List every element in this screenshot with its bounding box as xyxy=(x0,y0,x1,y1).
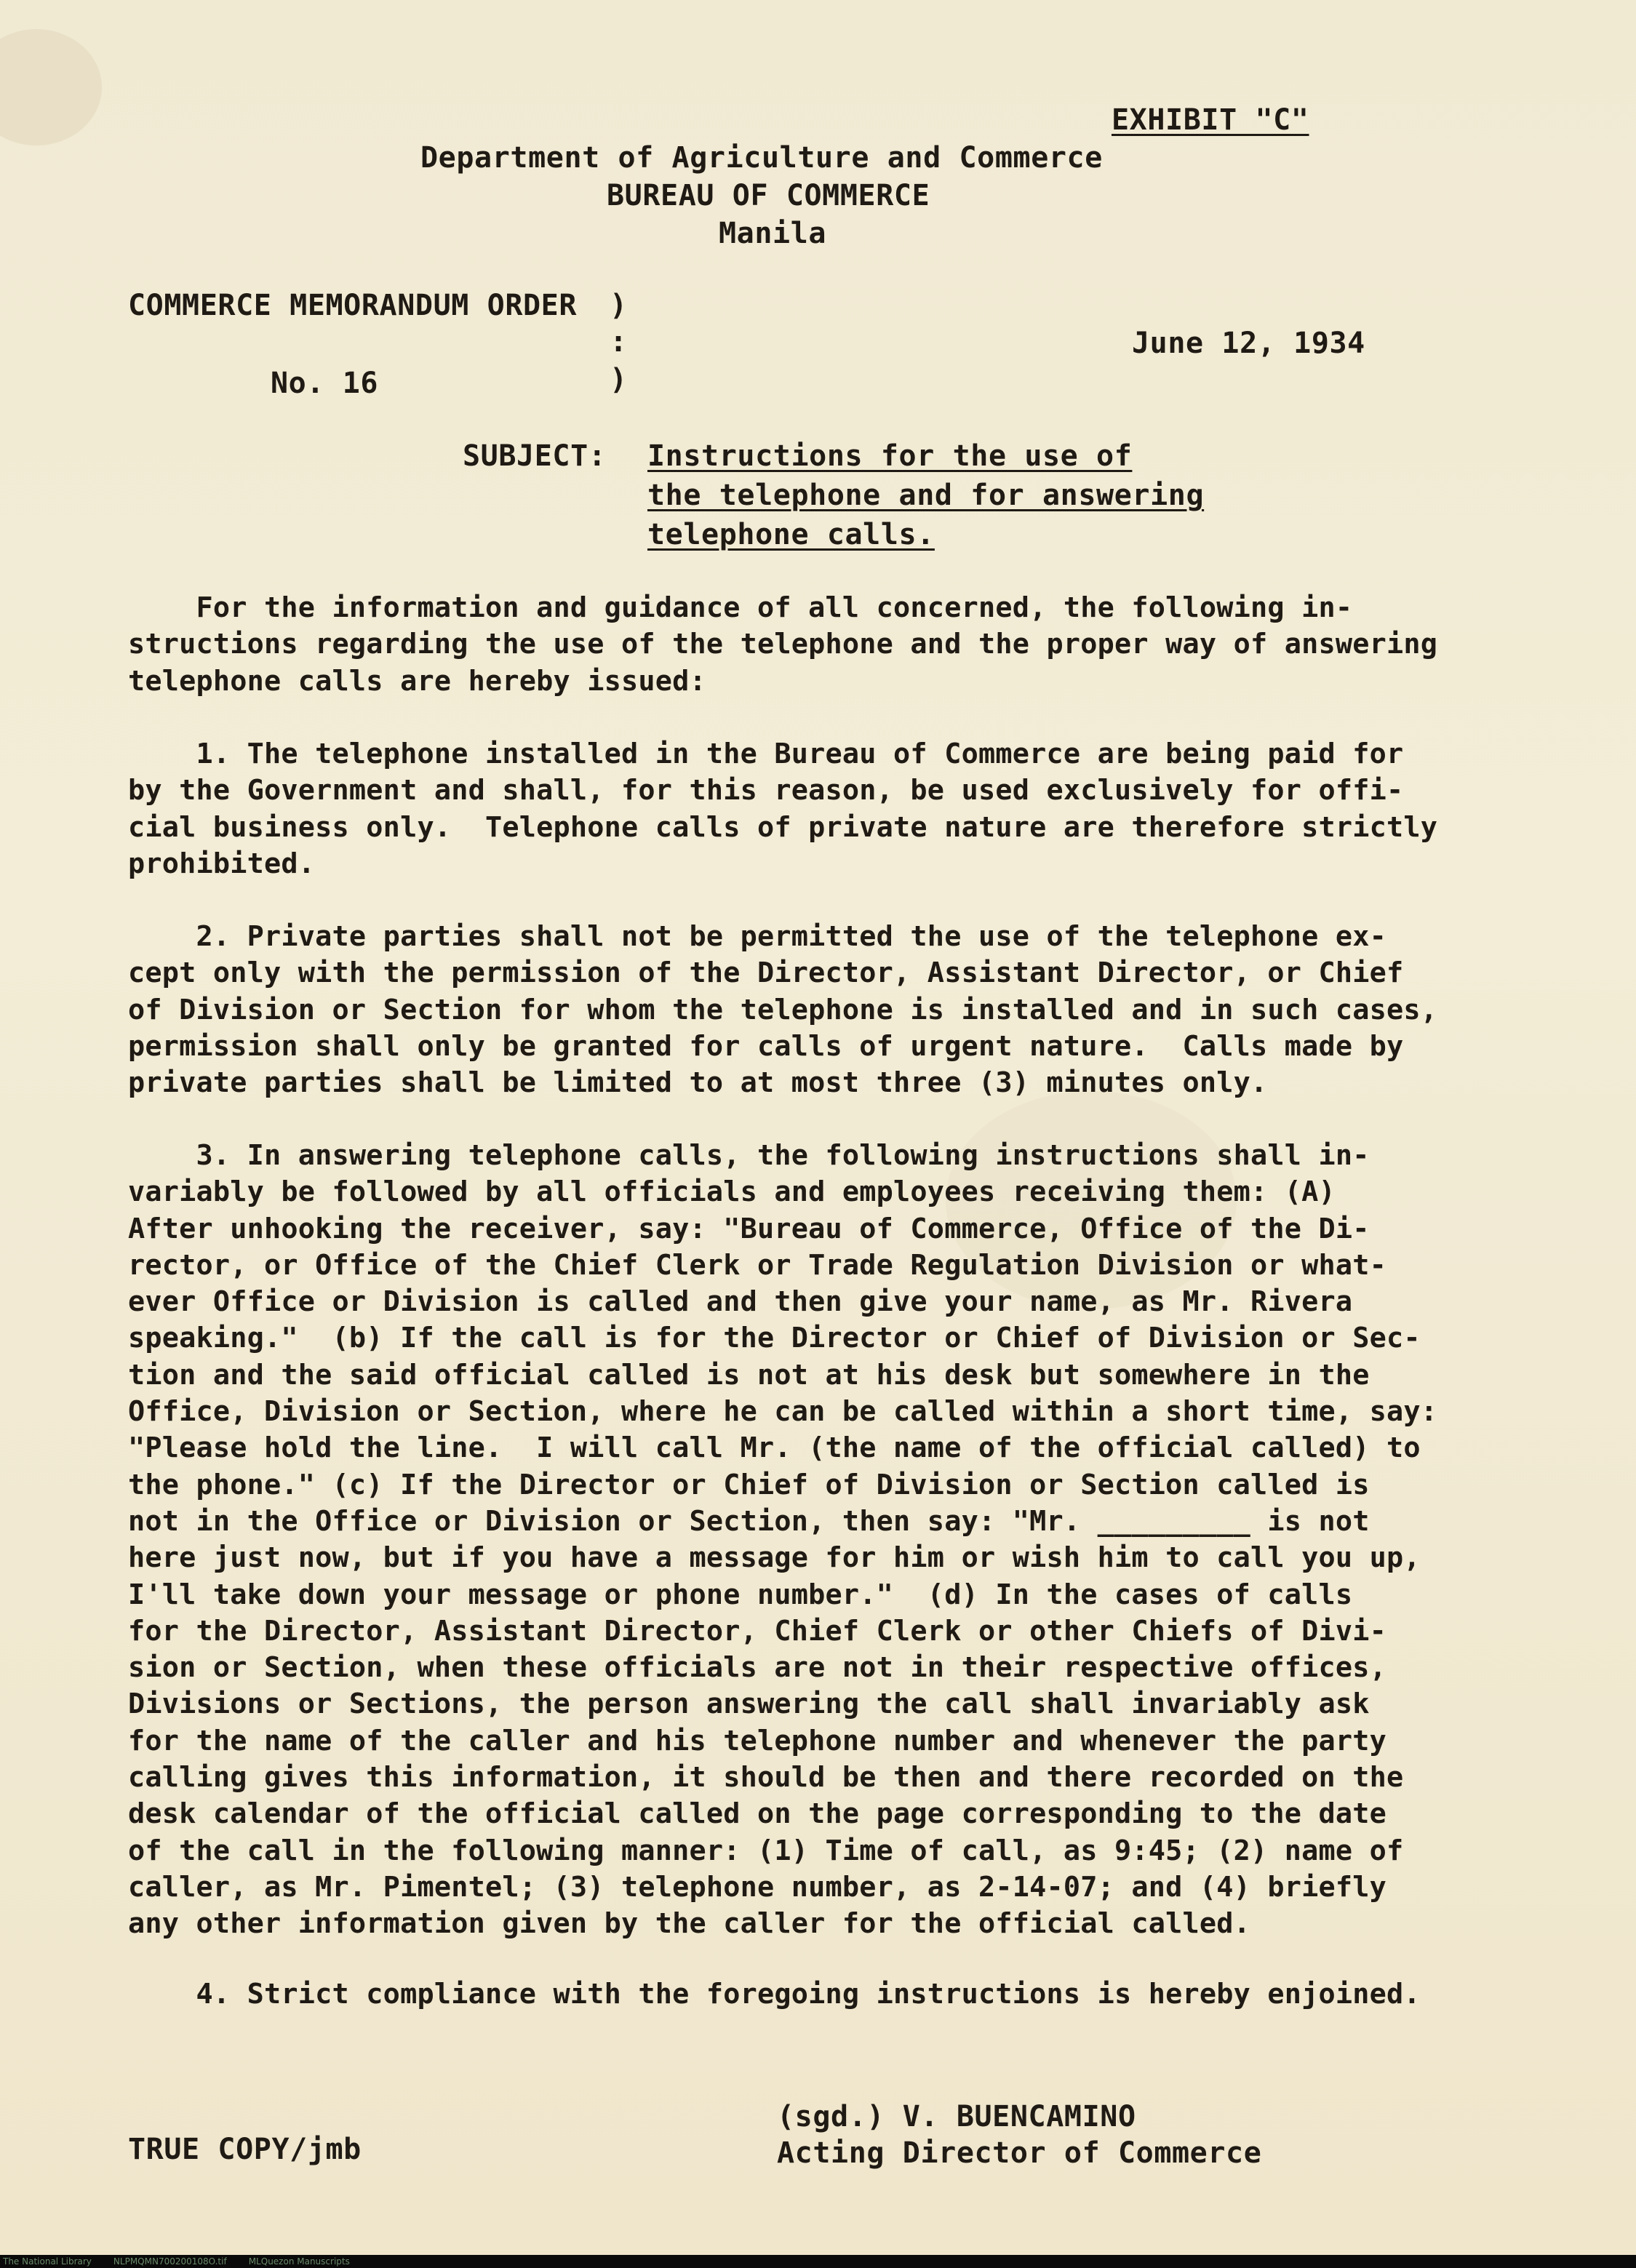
bracket-bottom: ) xyxy=(610,363,628,396)
bureau-name: BUREAU OF COMMERCE xyxy=(607,179,930,212)
order-number: No. 16 xyxy=(271,367,379,400)
exhibit-label: EXHIBIT "C" xyxy=(1112,103,1309,137)
subject-line-2: the telephone and for answering xyxy=(647,479,1205,512)
footer-library: The National Library xyxy=(3,2256,92,2267)
footer-file: NLPMQMN700200108O.tif xyxy=(113,2256,227,2267)
bracket-top: ) xyxy=(610,289,628,322)
bracket-colon: : xyxy=(610,325,628,359)
edge-stain xyxy=(0,29,102,145)
city-name: Manila xyxy=(719,217,827,250)
order-title: COMMERCE MEMORANDUM ORDER xyxy=(128,289,578,322)
true-copy-note: TRUE COPY/jmb xyxy=(128,2133,362,2166)
department-name: Department of Agriculture and Commerce xyxy=(420,141,1103,175)
signature-title: Acting Director of Commerce xyxy=(777,2136,1262,2170)
paragraph-4: 4. Strict compliance with the foregoing instructions is hereby enjoined. xyxy=(128,1978,1421,2011)
subject-label: SUBJECT: xyxy=(463,439,607,473)
paragraph-intro: For the information and guidance of all concerned, the following in- structions regarding the use of the telephone and the proper way of answering telephone calls are hereby issued: xyxy=(128,591,1438,698)
subject-line-3: telephone calls. xyxy=(647,518,935,551)
paragraph-3: 3. In answering telephone calls, the following instructions shall in- variably be followed by all officials and employees receiving them: (A) After unhooking the receiver, say: "Bureau of Commerce, Office of the Di- rector, or Office of the Chief Clerk or Trade Regulation Division or what- ever Office or Division is called and then give your name, as Mr. Rivera speaking." (b) If the call is for the Director or Chief of Division or Sec- tion and the said official called is not at his desk but somewhere in the Office, Division or Section, where he can be called within a short time, say: "Please hold the line. I will call Mr. (the name of the official called) to the phone." (c) If the Director or Chief of Division or Section called is not in the Office or Division or Section, then say: "Mr. _________ is not here just now, but if you have a message for him or wish him to call you up, I'll take down your message or phone number." (d) In the cases of calls for the Director, Assistant Director, Chief Clerk or other Chiefs of Divi- sion or Section, when these officials are not in their respective offices, Divisions or Sections, the person answering the call shall invariably ask for the name of the caller and his telephone number and whenever the party calling gives this information, it should be then and there recorded on the desk calendar of the official called on the page corresponding to the date of the call in the following manner: (1) Time of call, as 9:45; (2) name of caller, as Mr. Pimentel; (3) telephone number, as 2-14-07; and (4) briefly any other information given by the caller for the official called. xyxy=(128,1139,1438,1941)
signature-name: (sgd.) V. BUENCAMINO xyxy=(777,2100,1136,2133)
footer-collection: MLQuezon Manuscripts xyxy=(248,2256,350,2267)
order-date: June 12, 1934 xyxy=(1132,327,1365,360)
scan-footer xyxy=(0,2255,1636,2268)
subject-line-1: Instructions for the use of xyxy=(647,439,1133,473)
paragraph-2: 2. Private parties shall not be permitted the use of the telephone ex- cept only with the permission of the Director, Assistant Director, or Chief of Division or Section for whom the telephone is installed and in such cases, permission shall only be granted for calls of urgent nature. Calls made by private parties shall be limited to at most three (3) minutes only. xyxy=(128,920,1438,1100)
paragraph-1: 1. The telephone installed in the Bureau of Commerce are being paid for by the Government and shall, for this reason, be used exclusively for offi- cial business only. Telephone calls of private nature are therefore strictly prohibited. xyxy=(128,738,1438,880)
